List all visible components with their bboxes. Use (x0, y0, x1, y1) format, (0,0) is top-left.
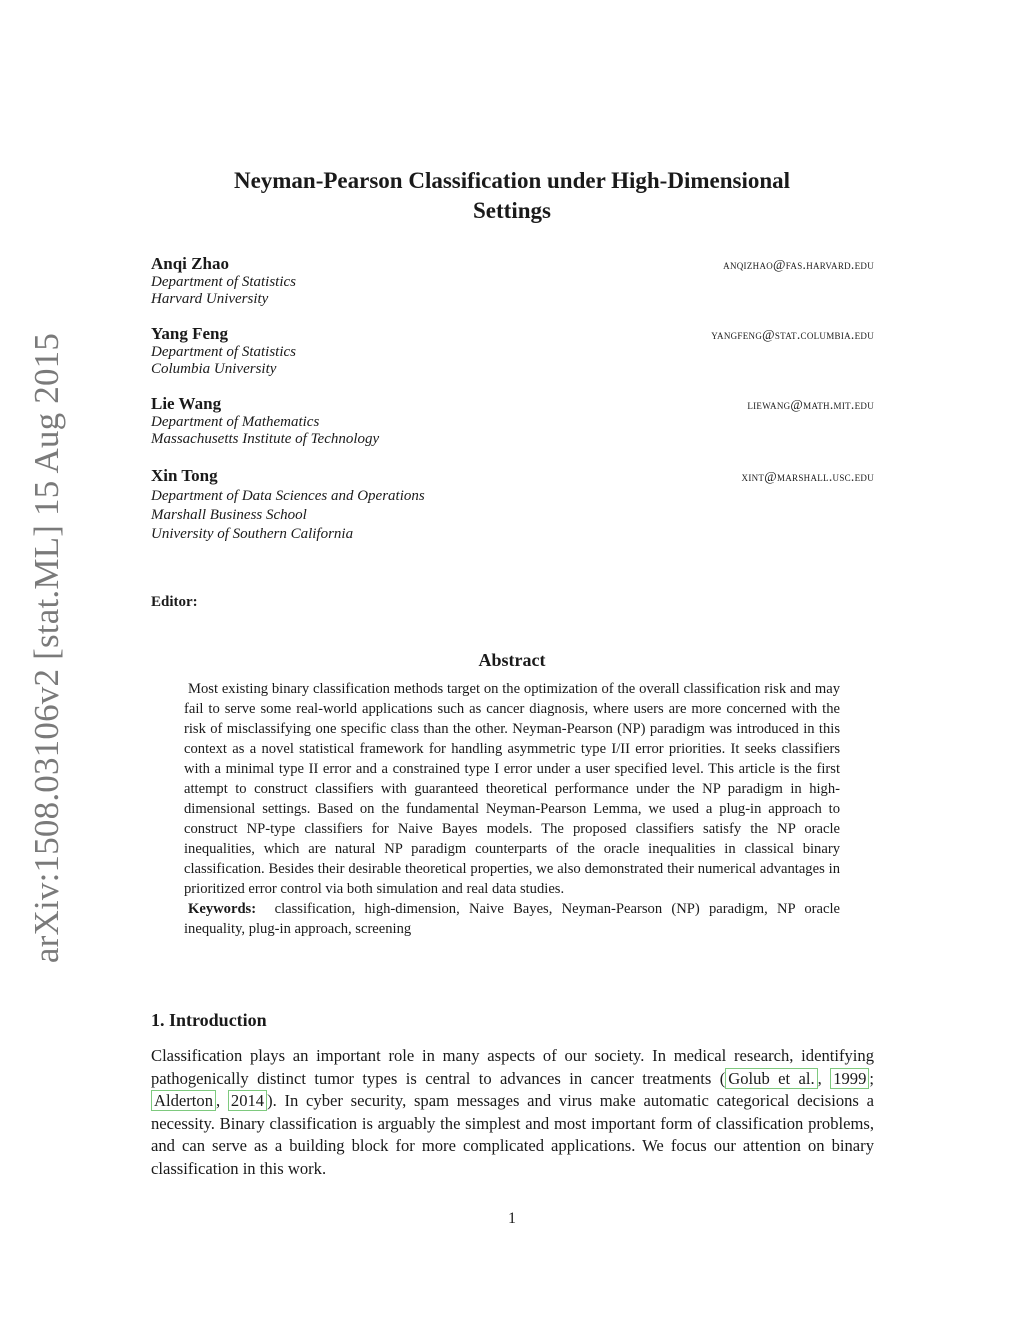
author-email[interactable]: anqizhao@fas.harvard.edu (723, 257, 874, 272)
author-name: Lie Wang (151, 394, 222, 413)
keywords-line (184, 899, 840, 939)
title-line-2: Settings (473, 198, 551, 223)
arxiv-stamp (22, 332, 72, 963)
author-email[interactable]: liewang@math.mit.edu (747, 397, 874, 412)
keywords-text: classification, high-dimension, Naive Bayes, Neyman-Pearson (NP) paradigm, NP oracle inequality, plug-in approach, screening (184, 901, 840, 937)
page-number: 1 (508, 1210, 516, 1227)
citation-link-alderton[interactable]: Alderton (151, 1090, 216, 1111)
arxiv-stamp-text: arXiv:1508.03106v2 [stat.ML] 15 Aug 2015 (27, 332, 66, 963)
intro-text-part-2: ). In cyber security, spam messages and virus make automatic categorical decisions a necessity. Binary classification is arguably the simplest and most important form of classification problems, and can serve as a building block for more complicated applications. We focus our attention on binary classification in this work. (151, 1091, 874, 1178)
author-institution: Massachusetts Institute of Technology (151, 431, 380, 447)
author-block-zhao (151, 254, 874, 308)
citation-link-2014[interactable]: 2014 (228, 1090, 267, 1111)
author-school: Marshall Business School (151, 507, 307, 523)
citation-separator: , (216, 1091, 228, 1111)
abstract-text: Most existing binary classification methods target on the optimization of the overall classification risk and may fail to serve some real-world applications such as cancer diagnosis, where users are more concerned with the risk of misclassifying one specific class than the other. Neyman-Pearson (NP) paradigm was introduced in this context as a novel statistical framework for handling asymmetric type I/II error priorities. It seeks classifiers with a minimal type II error and a constrained type I error under a user specified level. This article is the first attempt to construct classifiers with guaranteed theoretical performance under the NP paradigm in high-dimensional settings. Based on the fundamental Neyman-Pearson Lemma, we used a plug-in approach to construct NP-type classifiers for Naive Bayes models. The proposed classifiers satisfy the NP oracle inequalities, which are natural NP paradigm counterparts of the oracle inequalities in classical binary classification. Besides their desirable theoretical properties, we also demonstrated their numerical advantages in prioritized error control via both simulation and real data studies. (184, 681, 840, 897)
author-block-wang (151, 394, 874, 448)
author-name: Anqi Zhao (151, 254, 229, 273)
intro-text-part-1: Classification plays an important role in many aspects of our society. In medical research, identifying pathogenically distinct tumor types is central to advances in cancer treatments ( (151, 1046, 874, 1088)
citation-link-1999[interactable]: 1999 (830, 1068, 869, 1089)
citation-separator: , (817, 1068, 831, 1088)
author-name: Yang Feng (151, 324, 228, 343)
author-institution: University of Southern California (151, 526, 354, 542)
citation-link-golub[interactable]: Golub et al. (725, 1068, 817, 1089)
citation-separator: ; (869, 1068, 874, 1088)
author-institution: Columbia University (151, 361, 277, 377)
author-department: Department of Statistics (151, 274, 296, 290)
author-email[interactable]: xint@marshall.usc.edu (741, 469, 874, 484)
author-block-tong (151, 466, 874, 543)
author-department: Department of Statistics (151, 344, 296, 360)
title-line-1: Neyman-Pearson Classification under High-Dimensional (233, 168, 791, 193)
author-name: Xin Tong (151, 466, 218, 485)
paper-title (150, 166, 874, 226)
author-department: Department of Data Sciences and Operations (151, 488, 425, 504)
author-block-feng (151, 324, 874, 378)
keywords-label: Keywords: (188, 901, 257, 917)
author-department: Department of Mathematics (151, 414, 320, 430)
author-email[interactable]: yangfeng@stat.columbia.edu (711, 327, 874, 342)
introduction-paragraph (151, 1045, 874, 1181)
abstract-body (184, 679, 840, 939)
abstract-heading: Abstract (478, 650, 546, 670)
editor-label: Editor: (151, 594, 198, 610)
section-heading-introduction: 1. Introduction (151, 1010, 267, 1030)
author-institution: Harvard University (151, 291, 269, 307)
